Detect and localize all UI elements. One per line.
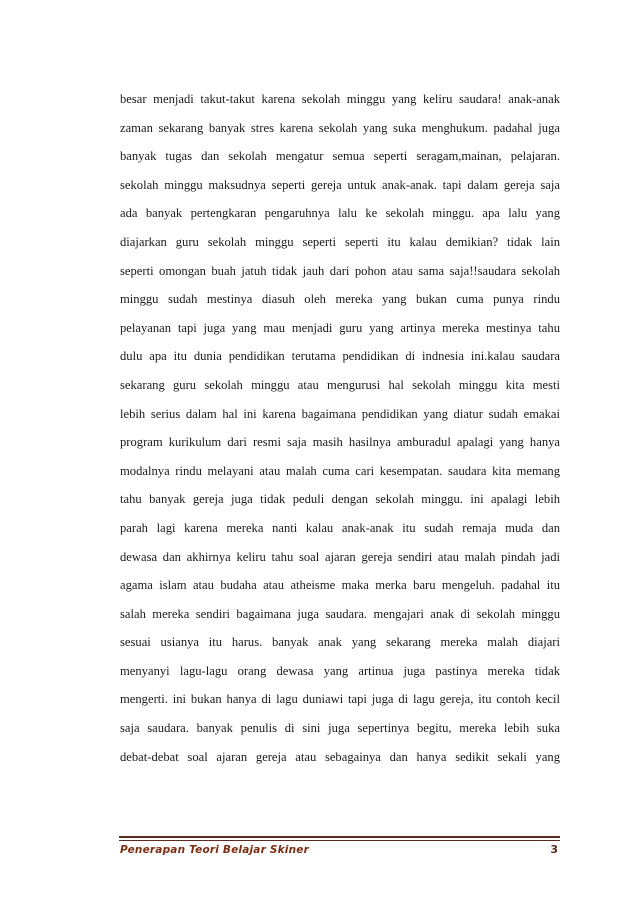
text-line: sekolah minggu maksudnya seperti gereja untuk anak-anak. tapi dalam gereja saja (120, 177, 560, 192)
text-line: mengerti. ini bukan hanya di lagu duniawi tapi juga di lagu gereja, itu contoh kecil (120, 692, 560, 707)
text-line: zaman sekarang banyak stres karena sekolah yang suka menghukum. padahal juga (120, 120, 560, 135)
text-line: parah lagi karena mereka nanti kalau anak-anak itu sudah remaja muda dan (120, 520, 560, 535)
text-line: banyak tugas dan sekolah mengatur semua seperti seragam,mainan, pelajaran. (120, 149, 560, 164)
page-number: 3 (550, 843, 558, 856)
text-line: ada banyak pertengkaran pengaruhnya lalu ke sekolah minggu. apa lalu yang (120, 206, 560, 221)
text-line: modalnya rindu melayani atau malah cuma cari kesempatan. saudara kita memang (120, 463, 560, 478)
text-line: pelayanan tapi juga yang mau menjadi guru yang artinya mereka mestinya tahu (120, 320, 560, 335)
text-line: dulu apa itu dunia pendidikan terutama pendidikan di indnesia ini.kalau saudara (120, 349, 560, 364)
body-paragraph (120, 89, 560, 775)
footer-rule-secondary (119, 840, 560, 841)
text-line: seperti omongan buah jatuh tidak jauh dari pohon atau sama saja!!saudara sekolah (120, 263, 560, 278)
text-line: menyanyi lagu-lagu orang dewasa yang artinua juga pastinya mereka tidak (120, 663, 560, 678)
text-line: diajarkan guru sekolah minggu seperti seperti itu kalau demikian? tidak lain (120, 234, 560, 249)
text-line: tahu banyak gereja juga tidak peduli dengan sekolah minggu. ini apalagi lebih (120, 492, 560, 507)
text-line: agama islam atau budaha atau atheisme maka merka baru mengeluh. padahal itu (120, 578, 560, 593)
text-line: debat-debat soal ajaran gereja atau sebagainya dan hanya sedikit sekali yang (120, 749, 560, 764)
text-line: dewasa dan akhirnya keliru tahu soal ajaran gereja sendiri atau malah pindah jadi (120, 549, 560, 564)
text-line: saja saudara. banyak penulis di sini juga sepertinya begitu, mereka lebih suka (120, 721, 560, 736)
footer-rule (119, 836, 560, 838)
text-line: lebih serius dalam hal ini karena bagaimana pendidikan yang diatur sudah emakai (120, 406, 560, 421)
text-line: salah mereka sendiri bagaimana juga saudara. mengajari anak di sekolah minggu (120, 606, 560, 621)
text-line: program kurikulum dari resmi saja masih hasilnya amburadul apalagi yang hanya (120, 435, 560, 450)
footer-title: Penerapan Teori Belajar Skiner (120, 844, 309, 856)
text-line: minggu sudah mestinya diasuh oleh mereka yang bukan cuma punya rindu (120, 292, 560, 307)
text-line: sesuai usianya itu harus. banyak anak yang sekarang mereka malah diajari (120, 635, 560, 650)
text-line: besar menjadi takut-takut karena sekolah minggu yang keliru saudara! anak-anak (120, 92, 560, 106)
text-line: sekarang guru sekolah minggu atau mengurusi hal sekolah minggu kita mesti (120, 377, 560, 392)
